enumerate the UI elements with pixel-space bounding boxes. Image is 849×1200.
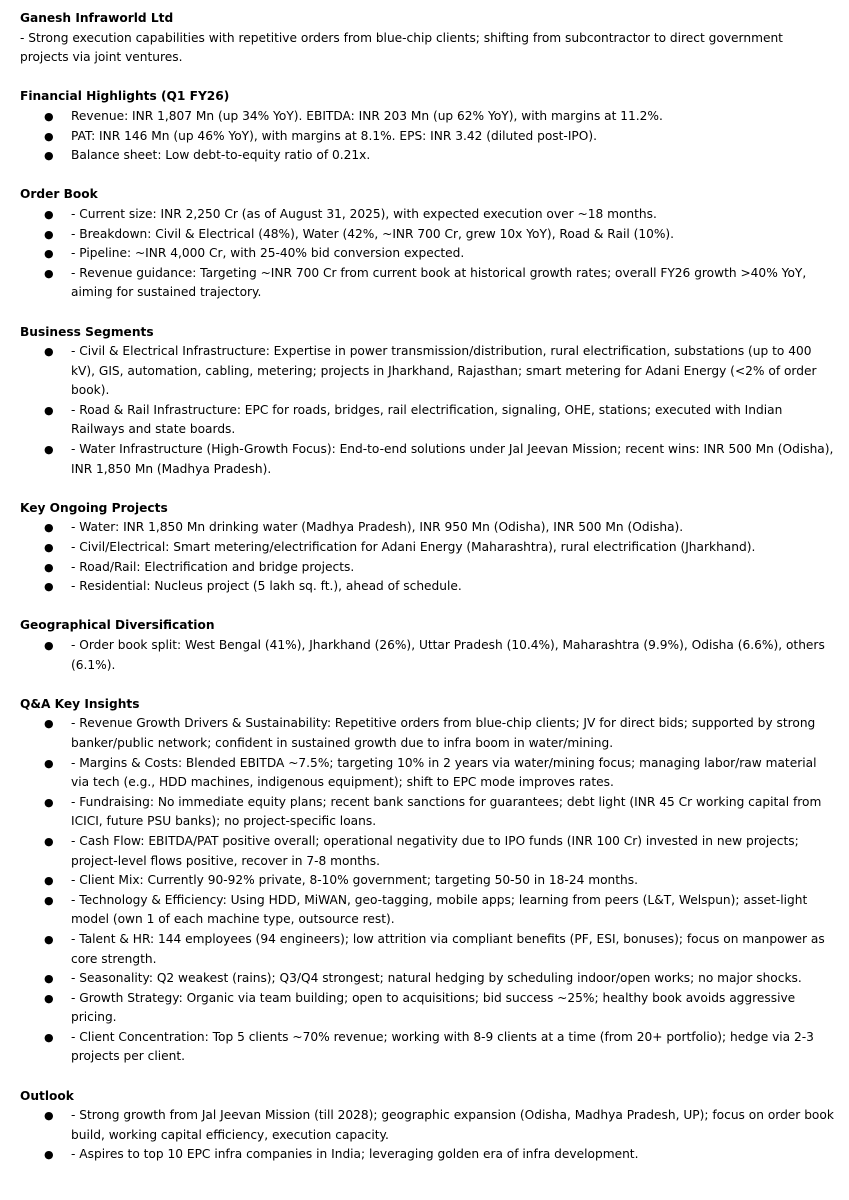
bullet-icon: ● [44,717,54,731]
bullet-icon: ● [44,795,54,809]
bullet-icon: ● [44,639,54,652]
bullet-icon: ● [44,1148,54,1162]
intro-text: - Strong execution capabilities with repetitive orders from blue-chip clients; shifting from subcontractor to direct government projects via joint ventures. [20,30,783,65]
section-heading: Outlook [20,1088,74,1103]
list-item-text: - Road & Rail Infrastructure: EPC for roads, bridges, rail electrification, signaling, OHE, stations; executed with Indian Railways and state boards. [71,402,783,437]
list-item [20,636,835,675]
bullet-list [20,636,835,675]
bullet-icon: ● [44,345,54,359]
bullet-icon: ● [44,756,54,770]
list-item-text: - Civil/Electrical: Smart metering/electrification for Adani Energy (Maharashtra), rural electrification (Jharkhand). [71,540,756,555]
bullet-icon: ● [44,834,54,848]
list-item-text: - Road/Rail: Electrification and bridge projects. [71,559,355,574]
bullet-icon: ● [44,893,54,907]
list-item-text: - Breakdown: Civil & Electrical (48%), Water (42%, ~INR 700 Cr, grew 10x YoY), Road & Rail (10%). [71,226,675,241]
list-item [20,832,835,871]
bullet-icon: ● [44,560,54,574]
list-item-text: - Talent & HR: 144 employees (94 engineers); low attrition via compliant benefits (PF, ESI, bonuses); focus on manpower as core strength. [71,931,825,966]
bullet-icon: ● [44,521,54,535]
list-item [20,714,835,753]
list-item [20,793,835,832]
list-item [20,205,835,225]
list-item [20,754,835,793]
bullet-list [20,714,835,1067]
list-item-text: - Fundraising: No immediate equity plans; recent bank sanctions for guarantees; debt light (INR 45 Cr working capital from ICICI, future PSU banks); no project-specific loans. [71,794,822,829]
list-item [20,225,835,245]
bullet-icon: ● [44,874,54,888]
bullet-icon: ● [44,207,54,221]
list-item [20,538,835,558]
list-item-text: - Current size: INR 2,250 Cr (as of August 31, 2025), with expected execution over ~18 months. [71,206,657,221]
list-item [20,558,835,578]
list-item [20,1145,835,1165]
list-item [20,969,835,989]
bullet-list [20,342,835,479]
list-item [20,107,835,127]
section-heading: Financial Highlights (Q1 FY26) [20,89,230,104]
section-heading: Order Book [20,187,98,202]
section [20,323,835,480]
section-heading: Q&A Key Insights [20,696,140,711]
list-item-text: - Strong growth from Jal Jeevan Mission (till 2028); geographic expansion (Odisha, Madhya Pradesh, UP); focus on order book build, working capital efficiency, execution capacity. [71,1108,834,1142]
section-heading: Key Ongoing Projects [20,500,168,515]
list-item-text: - Civil & Electrical Infrastructure: Expertise in power transmission/distribution, rural electrification, substations (up to 400 kV), GIS, automation, cabling, metering; projects in Jharkhand, Rajasthan; smart metering for Adani Energy (<2% of order book). [71,344,817,398]
list-item-text: - Water: INR 1,850 Mn drinking water (Madhya Pradesh), INR 950 Mn (Odisha), INR 500 Mn (Odisha). [71,520,684,535]
section [20,695,835,1067]
bullet-icon: ● [44,403,54,417]
bullet-list [20,518,835,596]
section-heading: Geographical Diversification [20,618,215,633]
list-item-text: PAT: INR 146 Mn (up 46% YoY), with margins at 8.1%. EPS: INR 3.42 (diluted post-IPO). [71,128,597,143]
list-item-text: - Water Infrastructure (High-Growth Focus): End-to-end solutions under Jal Jeevan Mission; recent wins: INR 500 Mn (Odisha), INR 1,850 Mn (Madhya Pradesh). [71,442,834,476]
bullet-list [20,205,835,303]
bullet-icon: ● [44,129,54,143]
bullet-icon: ● [44,266,54,280]
bullet-icon: ● [44,443,54,457]
list-item-text: - Pipeline: ~INR 4,000 Cr, with 25-40% bid conversion expected. [71,246,465,261]
list-item [20,518,835,538]
section [20,1087,835,1165]
bullet-icon: ● [44,991,54,1005]
list-item-text: - Revenue guidance: Targeting ~INR 700 Cr from current book at historical growth rates; overall FY26 growth >40% YoY, aiming for sustained trajectory. [71,265,807,300]
section-heading: Business Segments [20,324,154,339]
bullet-icon: ● [44,247,54,261]
list-item [20,401,835,440]
list-item-text: - Aspires to top 10 EPC infra companies in India; leveraging golden era of infra development. [71,1147,639,1162]
section [20,185,835,303]
document-title: Ganesh Infraworld Ltd [20,11,174,25]
list-item-text: - Technology & Efficiency: Using HDD, MiWAN, geo-tagging, mobile apps; learning from peers (L&T, Welspun); asset-light model (own 1 of each machine type, outsource rest). [71,892,808,927]
list-item [20,146,835,166]
bullet-icon: ● [44,1030,54,1044]
list-item-text: - Client Mix: Currently 90-92% private, 8-10% government; targeting 50-50 in 18-24 months. [71,873,638,888]
list-item [20,871,835,891]
list-item [20,1028,835,1067]
bullet-list [20,1106,835,1165]
bullet-icon: ● [44,149,54,163]
list-item [20,440,835,479]
list-item-text: - Residential: Nucleus project (5 lakh sq. ft.), ahead of schedule. [71,579,462,594]
list-item-text: - Order book split: West Bengal (41%), Jharkhand (26%), Uttar Pradesh (10.4%), Maharashtra (9.9%), Odisha (6.6%), others (6.1%). [71,638,825,672]
list-item [20,244,835,264]
bullet-icon: ● [44,932,54,946]
list-item [20,1106,835,1145]
section [20,499,835,597]
bullet-list [20,107,835,166]
list-item-text: - Client Concentration: Top 5 clients ~70% revenue; working with 8-9 clients at a time (from 20+ portfolio); hedge via 2-3 projects per client. [71,1029,814,1064]
list-item-text: - Seasonality: Q2 weakest (rains); Q3/Q4 strongest; natural hedging by scheduling indoor/open works; no major shocks. [71,971,802,986]
bullet-icon: ● [44,227,54,241]
list-item-text: - Growth Strategy: Organic via team building; open to acquisitions; bid success ~25%; healthy book avoids aggressive pricing. [71,990,796,1025]
bullet-icon: ● [44,541,54,555]
bullet-icon: ● [44,109,54,123]
sections-container [20,87,835,1165]
list-item-text: - Margins & Costs: Blended EBITDA ~7.5%; targeting 10% in 2 years via water/mining focus; managing labor/raw material via tech (e.g., HDD machines, indigenous equipment); shift to EPC mode improves rates. [71,755,817,790]
list-item [20,891,835,930]
list-item-text: - Cash Flow: EBITDA/PAT positive overall; operational negativity due to IPO funds (INR 100 Cr) invested in new projects; project-level flows positive, recover in 7-8 months. [71,833,799,868]
bullet-icon: ● [44,972,54,986]
list-item-text: Revenue: INR 1,807 Mn (up 34% YoY). EBITDA: INR 203 Mn (up 62% YoY), with margins at 11.2%. [71,108,663,123]
bullet-icon: ● [44,1109,54,1123]
list-item [20,577,835,597]
list-item [20,264,835,303]
bullet-icon: ● [44,580,54,594]
section [20,87,835,165]
list-item-text: Balance sheet: Low debt-to-equity ratio of 0.21x. [71,148,371,163]
list-item [20,930,835,969]
list-item [20,342,835,401]
section [20,616,835,675]
list-item [20,127,835,147]
list-item-text: - Revenue Growth Drivers & Sustainability: Repetitive orders from blue-chip clients; JV for direct bids; supported by strong banker/public network; confident in sustained growth due to infra boom in water/mining. [71,716,816,750]
list-item [20,989,835,1028]
